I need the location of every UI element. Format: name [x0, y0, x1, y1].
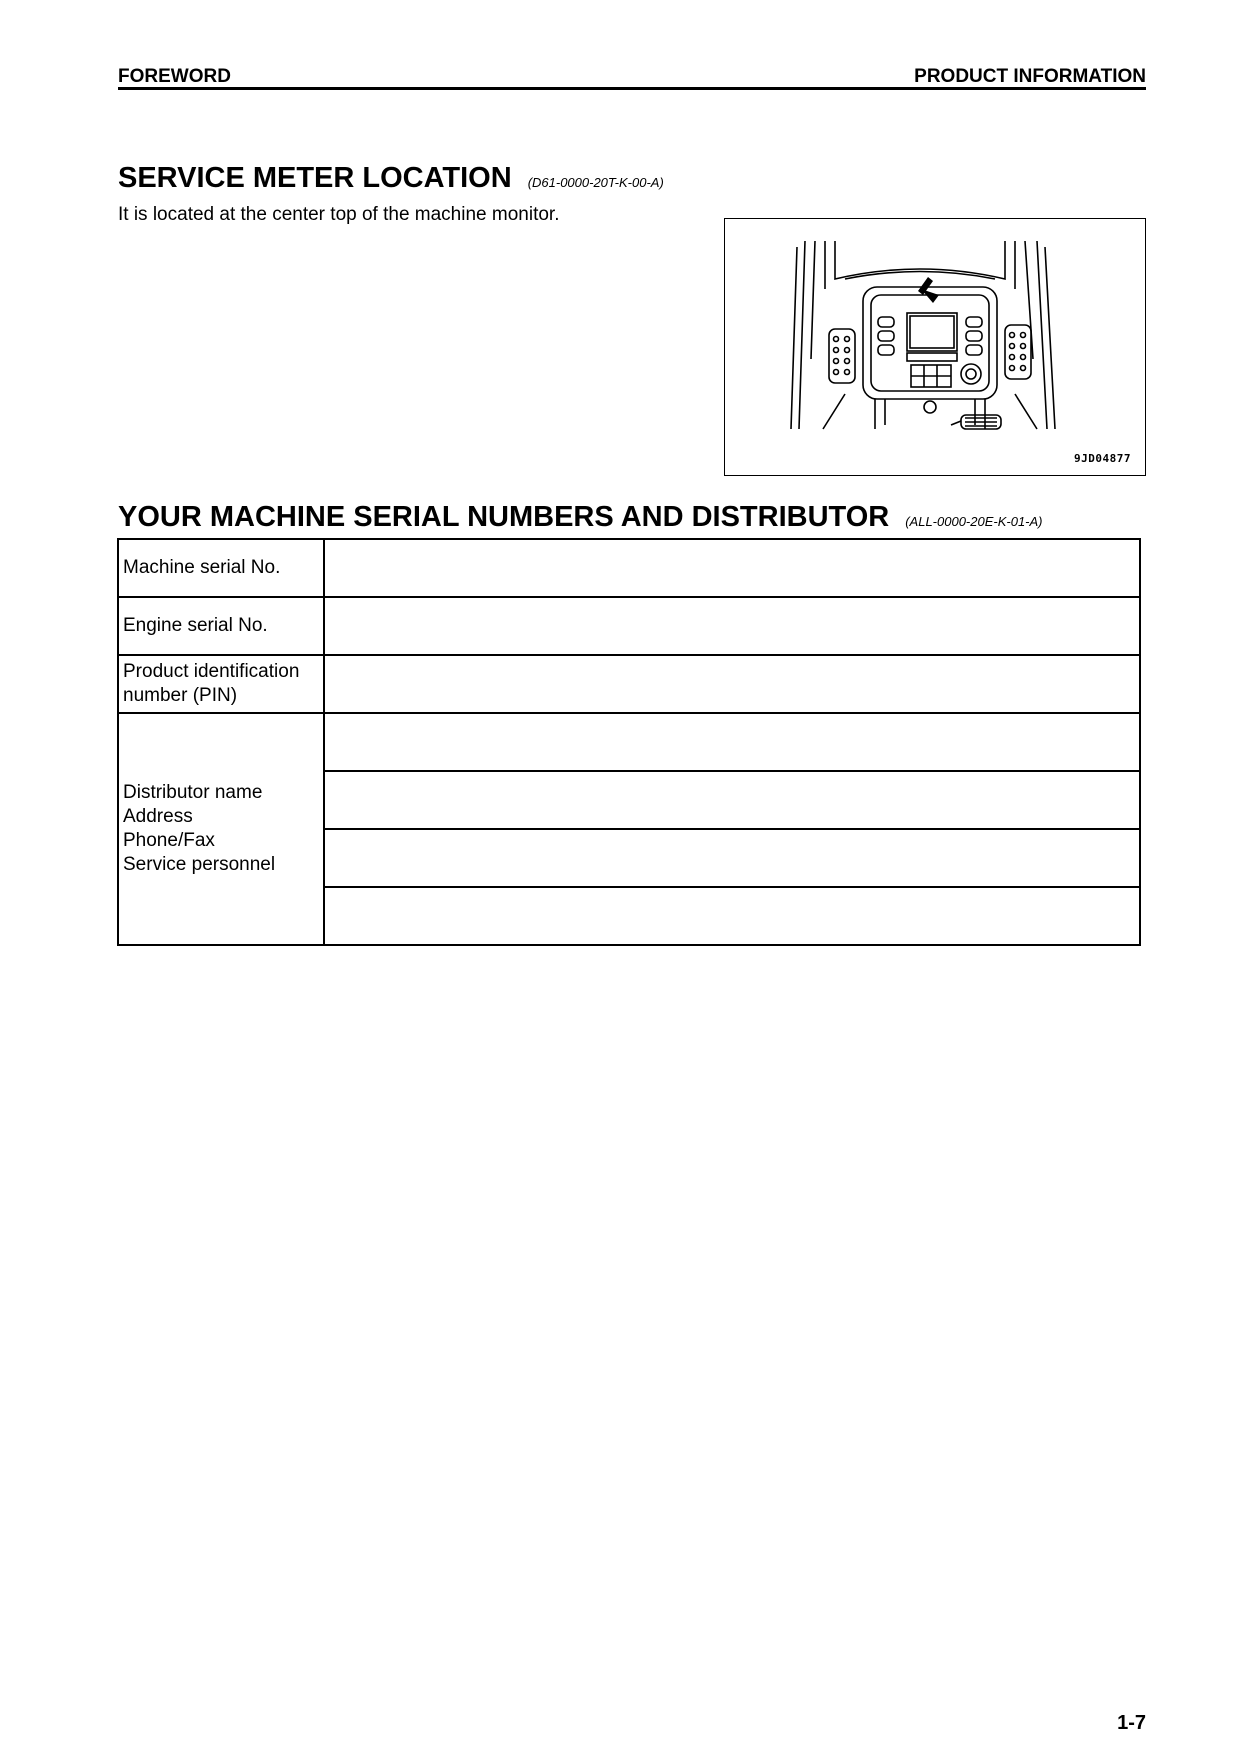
- pin-label: [118, 655, 324, 713]
- distributor-name-field[interactable]: [324, 713, 1140, 771]
- phone-fax-label: Phone/Fax: [123, 830, 215, 851]
- distributor-label: [118, 713, 324, 945]
- table-row: [118, 539, 1140, 597]
- service-meter-title: SERVICE METER LOCATION: [118, 162, 512, 194]
- address-label: Address: [123, 806, 193, 827]
- serial-numbers-code: (ALL-0000-20E-K-01-A): [905, 514, 1043, 529]
- serial-numbers-heading: [118, 501, 1043, 534]
- machine-serial-label: Machine serial No.: [118, 539, 324, 597]
- service-meter-description: It is located at the center top of the machine monitor.: [118, 204, 560, 225]
- table-row: [118, 597, 1140, 655]
- engine-serial-label: Engine serial No.: [118, 597, 324, 655]
- service-personnel-field[interactable]: [324, 887, 1140, 945]
- table-row: [118, 713, 1140, 771]
- serial-numbers-title: YOUR MACHINE SERIAL NUMBERS AND DISTRIBUTOR: [118, 501, 890, 533]
- serial-numbers-table: [117, 538, 1141, 946]
- pin-field[interactable]: [324, 655, 1140, 713]
- engine-serial-field[interactable]: [324, 597, 1140, 655]
- table-row: [118, 655, 1140, 713]
- address-field[interactable]: [324, 771, 1140, 829]
- machine-monitor-figure: [724, 218, 1146, 476]
- header-section-title: FOREWORD: [118, 66, 231, 87]
- pin-label-line1: Product identification: [123, 661, 300, 682]
- header-rule: [118, 87, 1146, 90]
- page-number: 1-7: [1117, 1712, 1146, 1734]
- pin-label-line2: number (PIN): [123, 685, 238, 706]
- machine-serial-field[interactable]: [324, 539, 1140, 597]
- service-personnel-label: Service personnel: [123, 854, 276, 875]
- service-meter-heading: [118, 162, 664, 195]
- phone-fax-field[interactable]: [324, 829, 1140, 887]
- distributor-name-label: Distributor name: [123, 782, 263, 803]
- figure-id-label: 9JD04877: [1074, 452, 1131, 465]
- service-meter-code: (D61-0000-20T-K-00-A): [527, 175, 664, 190]
- header-chapter-title: PRODUCT INFORMATION: [914, 66, 1146, 87]
- machine-monitor-illustration: [725, 219, 1145, 475]
